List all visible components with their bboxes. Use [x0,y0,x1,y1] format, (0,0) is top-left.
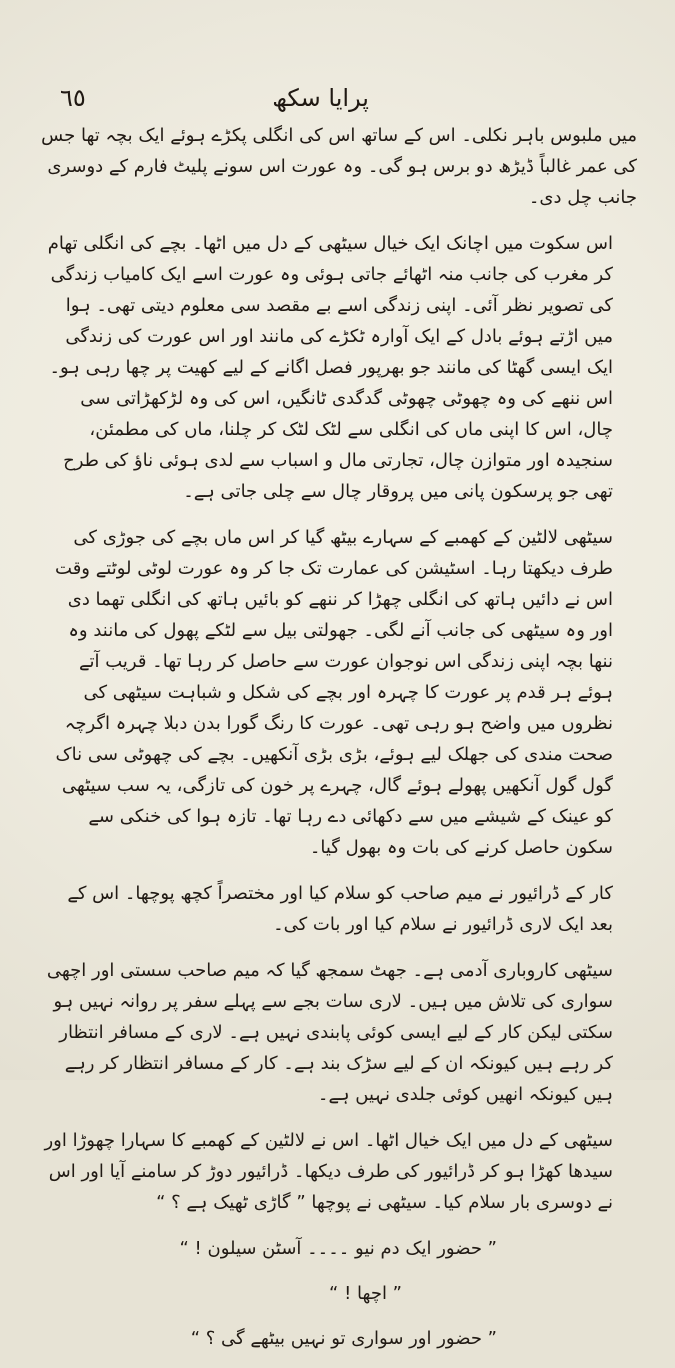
dialogue-1: ” حضور ایک دم نیو ۔۔۔۔ آسٹن سیلون ! “ [179,1238,497,1259]
body-text [40,120,637,1368]
running-title: پرایا سکھ [272,84,369,112]
paragraph-3: سیٹھی لالٹین کے کھمبے کے سہارے بیٹھ گیا کر اس ماں بچے کی جوڑی کی طرف دیکھتا رہا۔ اسٹیشن کی عمارت تک جا کر وہ عورت لوٹی لوٹتے وقت اس نے دائیں ہاتھ کی انگلی چھڑا کر ننھے کو بائیں ہاتھ کی انگلی تھما دی اور وہ سیٹھی کی جانب آنے لگی۔ جھولتی بیل سے لٹکے پھول کی مانند وہ ننھا بچہ اپنی زندگی اس نوجوان عورت سے حاصل کر رہا تھا۔ قریب آتے ہوئے ہر قدم پر عورت کا چہرہ اور بچے کی شکل و شباہت سیٹھی کی نظروں میں واضح ہو رہی تھی۔ عورت کا رنگ گورا بدن دبلا چہرہ اگرچہ صحت مندی کی جھلک لیے ہوئے، بڑی بڑی آنکھیں۔ بچے کی چھوٹی سی ناک گول گول آنکھیں پھولے ہوئے گال، چہرے پر خون کی تازگی، یہ سب سیٹھی کو عینک کے شیشے میں سے دکھائی دے رہا تھا۔ تازہ ہوا کی خنکی سے سکون حاصل کرنے کی بات وہ بھول گیا۔ [55,527,613,858]
page-header [60,82,619,122]
dialogue-2: ” اچھا ! “ [329,1283,402,1304]
paragraph-2: اس سکوت میں اچانک ایک خیال سیٹھی کے دل میں اٹھا۔ بچے کی انگلی تھام کر مغرب کی جانب منہ اٹھائے جاتی ہوئی وہ عورت اسے ایک کامیاب زندگی کی تصویر نظر آئی۔ اپنی زندگی اسے بے مقصد سی معلوم دیتی تھی۔ ہوا میں اڑتے ہوئے بادل کے ایک آوارہ ٹکڑے کی مانند اور اس عورت کی زندگی ایک ایسی گھٹا کی مانند جو بھرپور فصل اگانے کے لیے کھیت پر چھا رہی ہو۔ اس ننھے کی وہ چھوٹی چھوٹی گدگدی ٹانگیں، اس کی وہ لڑکھڑاتی سی چال، اس کا اپنی ماں کی انگلی سے لٹک لٹک کر چلنا، ماں کی مطمئن، سنجیدہ اور متوازن چال، تجارتی مال و اسباب سے لدی ہوئی ناؤ کی طرح تھی جو پرسکون پانی میں پروقار چال سے چلی جاتی ہے۔ [47,233,613,502]
paragraph-4: کار کے ڈرائیور نے میم صاحب کو سلام کیا اور مختصراً کچھ پوچھا۔ اس کے بعد ایک لاری ڈرائیور نے سلام کیا اور بات کی۔ [67,883,613,935]
paragraph-1: میں ملبوس باہر نکلی۔ اس کے ساتھ اس کی انگلی پکڑے ہوئے ایک بچہ تھا جس کی عمر غالباً ڈیڑھ دو برس ہو گی۔ وہ عورت اس سونے پلیٹ فارم کے دوسری جانب چل دی۔ [41,125,637,208]
page-number: ٦٥ [60,84,86,112]
dialogue-3: ” حضور اور سواری تو نہیں بیٹھے گی ؟ “ [190,1328,497,1349]
paragraph-6: سیٹھی کے دل میں ایک خیال اٹھا۔ اس نے لالٹین کے کھمبے کا سہارا چھوڑا اور سیدھا کھڑا ہو کر ڈرائیور کی طرف دیکھا۔ ڈرائیور دوڑ کر سامنے آیا اور اس نے دوسری بار سلام کیا۔ سیٹھی نے پوچھا ” گاڑی ٹھیک ہے ؟ “ [44,1130,613,1213]
paragraph-5: سیٹھی کاروباری آدمی ہے۔ جھٹ سمجھ گیا کہ میم صاحب سستی اور اچھی سواری کی تلاش میں ہیں۔ لاری سات بجے سے پہلے سفر پر روانہ نہیں ہو سکتی لیکن کار کے لیے ایسی کوئی پابندی نہیں ہے۔ لاری کے مسافر انتظار کر رہے ہیں کیونکہ ان کے لیے سڑک بند ہے۔ کار کے مسافر انتظار کر رہے ہیں کیونکہ انھیں کوئی جلدی نہیں ہے۔ [46,960,613,1105]
